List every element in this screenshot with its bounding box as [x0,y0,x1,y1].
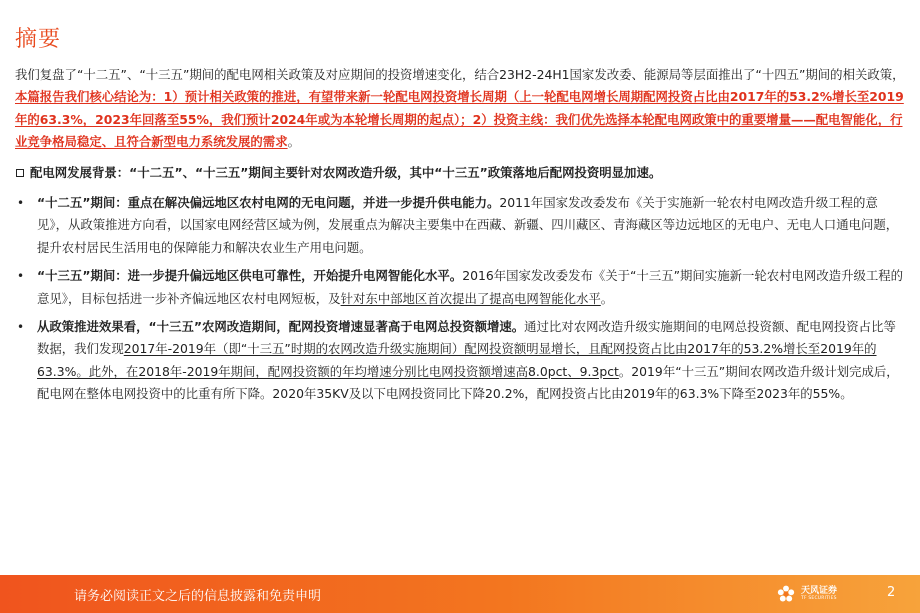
bullet-tail: 。2019年“十三五”期间农网改造升级计划完成后，配电网在整体电网投资中的比重有所下降。2020年35KV及以下电网投资同比下降20.2%，配网投资占比由2019年的63.3%下降至2023年的55%。 [37,363,899,402]
logo-name-cn: 天风证券 [801,585,838,596]
bullet-underline: 针对东中部地区首次提出了提高电网智能化水平 [340,290,601,306]
disclaimer-text: 请务必阅读正文之后的信息披露和免责申明 [74,589,322,604]
bullet-text: 2016年国家发改委发布《关于“十三五”期间实施新一轮农村电网改造升级工程的意见》，目标包括进一步补齐偏远地区农村电网短板，及 [37,268,904,306]
page-number: 2 [887,585,896,600]
bullet-tail: 。 [600,290,614,306]
background-heading [15,162,908,184]
bullet-text: 通过比对农网改造升级实施期间的电网总投资额、配电网投资占比等数据，我们发现 [37,319,896,357]
intro-paragraph [15,64,908,154]
logo-name-en: TF SECURITIES [801,595,837,601]
intro-lead: 我们复盘了“十二五”、“十三五”期间的配电网相关政策及对应期间的投资增速变化，结合23H2-24H1国家发改委、能源局等层面推出了“十四五”期间的相关政策， [15,67,905,82]
bullet-list [15,192,908,406]
core-conclusion-highlight: 本篇报告我们核心结论为：1）预计相关政策的推进，有望带来新一轮配电网投资增长周期（上一轮配电网增长周期配网投资占比由2017年的53.2%增长至2019年的63.3%，2023年回落至55%，我们预计2024年或为本轮增长周期的起点）；2）投资主线：我们优先选择本轮配电网政策中的重要增量——配电智能化，行业竞争格局稳定、且符合新型电力系统发展的需求 [15,89,904,150]
bullet-text: 2011年国家发改委发布《关于实施新一轮农村电网改造升级工程的意见》，从政策推进方向看，以国家电网经营区域为例，发展重点为解决主要集中在西藏、新疆、四川藏区、青海藏区等边远地区的无电户、无电人口通电问题，提升农村居民生活用电的保障能力和解决农业生产用电问题。 [37,195,899,255]
list-item [15,265,908,310]
bullet-bold: “十三五”期间：进一步提升偏远地区供电可靠性，开始提升电网智能化水平。 [37,268,463,284]
flower-logo-icon [775,583,797,605]
background-text: 配电网发展背景：“十二五”、“十三五”期间主要针对农网改造升级，其中“十三五”政策落地后配网投资明显加速。 [30,164,662,180]
bullet-bold: “十二五”期间：重点在解决偏远地区农村电网的无电问题，并进一步提升供电能力。 [37,195,500,211]
list-item [15,316,908,406]
bullet-underline: 2017年-2019年（即“十三五”时期的农网改造升级实施期间）配网投资额明显增长，且配网投资占比由2017年的53.2%增长至2019年的63.3%。此外，在2018年-2019年期间，配网投资额的年均增速分别比电网投资额增速高8.0pct、9.3pct [37,341,877,379]
footer-bar [0,575,920,613]
list-item [15,192,908,259]
bullet-bold: 从政策推进效果看，“十三五”农网改造期间，配网投资增速显著高于电网总投资额增速。 [37,319,525,335]
square-bullet-icon [16,169,24,177]
page-title: 摘要 [15,27,62,52]
logo-text [801,587,837,602]
intro-tail: 。 [287,134,300,150]
summary-content [15,64,908,412]
company-logo [775,581,837,607]
